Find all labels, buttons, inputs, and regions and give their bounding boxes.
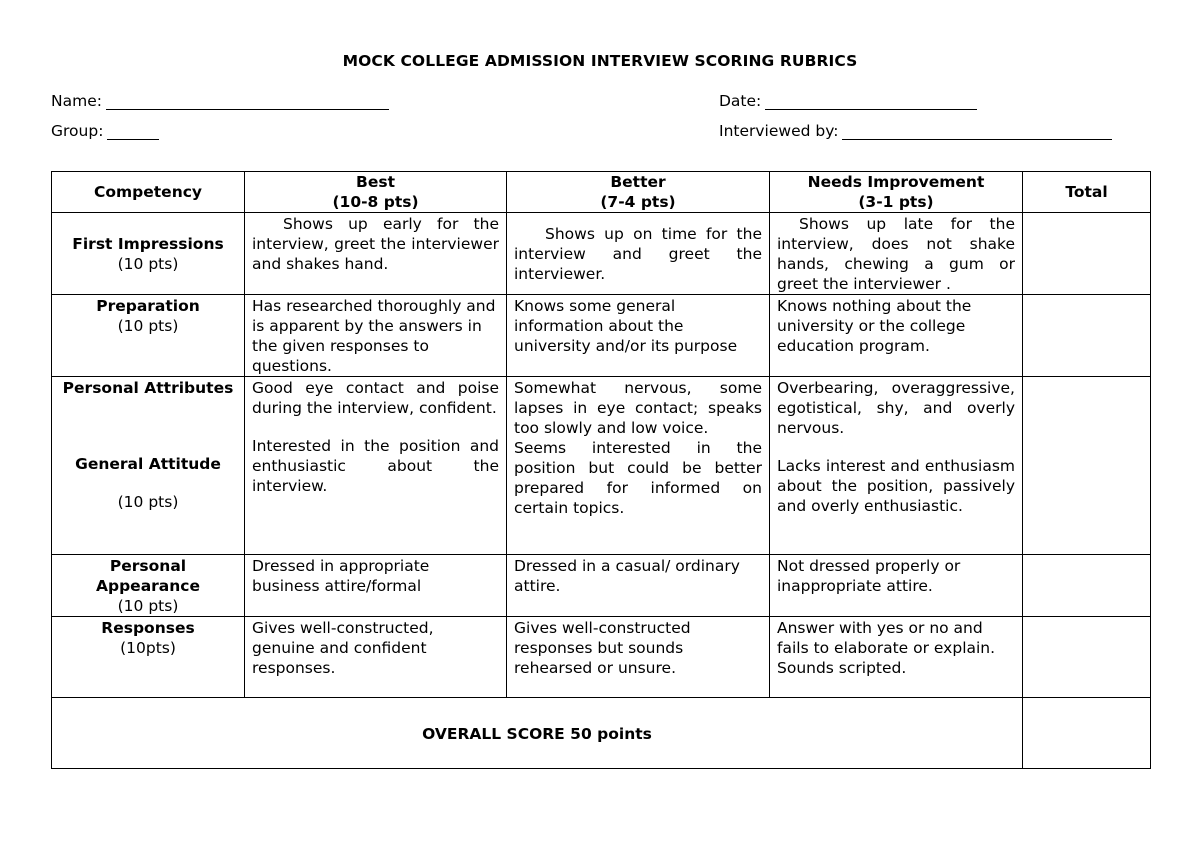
interviewed-by-label: Interviewed by: [719, 122, 839, 140]
header-best: Best (10-8 pts) [245, 172, 507, 213]
competency-preparation: Preparation (10 pts) [52, 295, 245, 377]
date-field[interactable] [719, 92, 977, 110]
better-cell: Shows up on time for the interview and greet the interviewer. [507, 213, 770, 295]
table-row [52, 617, 1151, 698]
competency-first-impressions: First Impressions (10 pts) [52, 213, 245, 295]
best-cell: Good eye contact and poise during the interview, confident. Interested in the position and enthusiastic about the interview. [245, 377, 507, 555]
table-row [52, 213, 1151, 295]
best-cell: Dressed in appropriate business attire/formal [245, 555, 507, 617]
header-row [52, 172, 1151, 213]
needs-cell: Overbearing, overaggressive, egotistical, shy, and overly nervous. Lacks interest and enthusiasm about the position, passively and overly enthusiastic. [770, 377, 1023, 555]
interviewed-by-field[interactable] [719, 122, 1112, 140]
best-cell: Gives well-constructed, genuine and confident responses. [245, 617, 507, 698]
document-title: MOCK COLLEGE ADMISSION INTERVIEW SCORING RUBRICS [342, 52, 858, 70]
total-cell[interactable] [1023, 617, 1151, 698]
header-needs-improvement: Needs Improvement (3-1 pts) [770, 172, 1023, 213]
overall-row [52, 698, 1151, 769]
group-field[interactable] [51, 122, 159, 140]
table-row [52, 377, 1151, 555]
needs-cell: Not dressed properly or inappropriate attire. [770, 555, 1023, 617]
name-field[interactable] [51, 92, 389, 110]
name-blank[interactable] [106, 93, 389, 110]
date-blank[interactable] [765, 93, 977, 110]
overall-total-cell[interactable] [1023, 698, 1151, 769]
overall-score-label: OVERALL SCORE 50 points [52, 698, 1023, 769]
header-competency: Competency [52, 172, 245, 213]
better-cell: Somewhat nervous, some lapses in eye contact; speaks too slowly and low voice. Seems interested in the position but could be better prepared for informed on certain topics. [507, 377, 770, 555]
total-cell[interactable] [1023, 555, 1151, 617]
table-row [52, 555, 1151, 617]
needs-cell: Answer with yes or no and fails to elaborate or explain. Sounds scripted. [770, 617, 1023, 698]
name-label: Name: [51, 92, 102, 110]
needs-cell: Shows up late for the interview, does not shake hands, chewing a gum or greet the interviewer . [770, 213, 1023, 295]
rubric-table [51, 171, 1151, 769]
total-cell[interactable] [1023, 213, 1151, 295]
needs-cell: Knows nothing about the university or the college education program. [770, 295, 1023, 377]
interviewed-by-blank[interactable] [842, 123, 1112, 140]
header-better: Better (7-4 pts) [507, 172, 770, 213]
group-blank[interactable] [107, 123, 159, 140]
header-total: Total [1023, 172, 1151, 213]
table-row [52, 295, 1151, 377]
total-cell[interactable] [1023, 295, 1151, 377]
best-cell: Has researched thoroughly and is apparent by the answers in the given responses to questions. [245, 295, 507, 377]
better-cell: Dressed in a casual/ ordinary attire. [507, 555, 770, 617]
group-label: Group: [51, 122, 104, 140]
better-cell: Knows some general information about the university and/or its purpose [507, 295, 770, 377]
competency-responses: Responses (10pts) [52, 617, 245, 698]
competency-personal-appearance: Personal Appearance (10 pts) [52, 555, 245, 617]
total-cell[interactable] [1023, 377, 1151, 555]
better-cell: Gives well-constructed responses but sounds rehearsed or unsure. [507, 617, 770, 698]
best-cell: Shows up early for the interview, greet the interviewer and shakes hand. [245, 213, 507, 295]
competency-personal-attributes: Personal Attributes General Attitude (10 pts) [52, 377, 245, 555]
date-label: Date: [719, 92, 762, 110]
